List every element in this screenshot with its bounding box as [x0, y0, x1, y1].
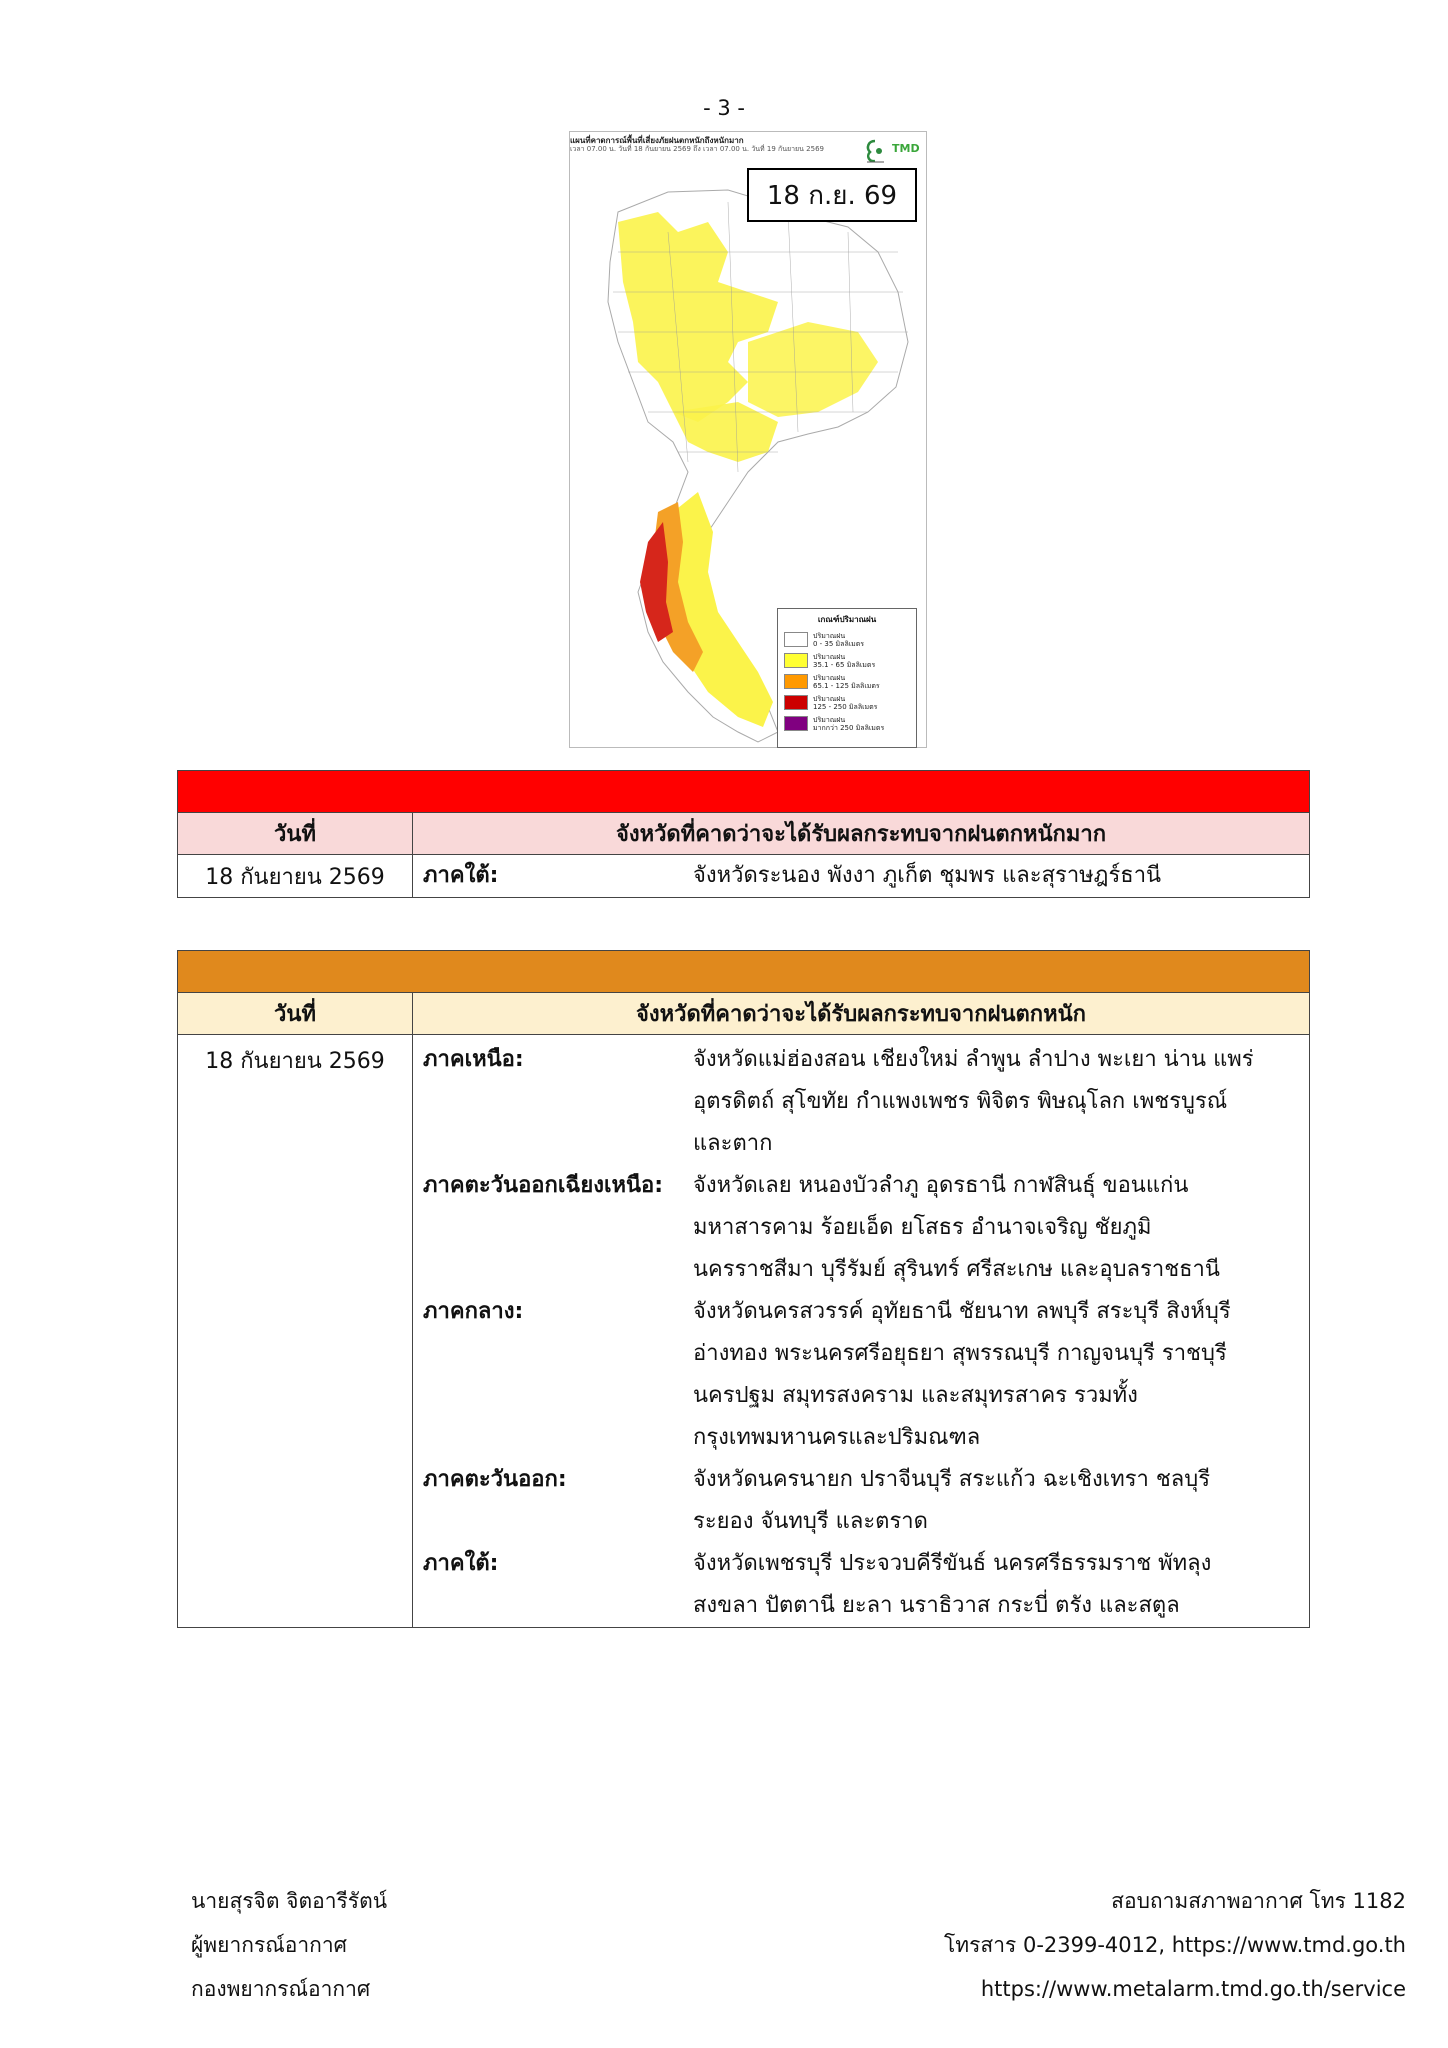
- page-number: - 3 -: [703, 96, 745, 120]
- legend-swatch: [784, 695, 808, 710]
- region-provinces: [693, 1459, 1299, 1543]
- forecaster-position: ผู้พยากรณ์อากาศ: [191, 1933, 347, 1957]
- rain-legend: [777, 608, 917, 748]
- rain-risk-map-figure: [569, 131, 927, 748]
- province-line: อุตรดิตถ์ สุโขทัย กำแพงเพชร พิจิตร พิษณุโลก เพชรบูรณ์: [693, 1089, 1228, 1114]
- legend-item: [778, 692, 916, 713]
- province-line: นครราชสีมา บุรีรัมย์ สุรินทร์ ศรีสะเกษ และอุบลราชธานี: [693, 1257, 1220, 1282]
- province-line: จังหวัดแม่ฮ่องสอน เชียงใหม่ ลำพูน ลำปาง พะเยา น่าน แพร่: [693, 1047, 1254, 1072]
- forecaster-signature: [191, 1879, 387, 2011]
- contact-fax-website: โทรสาร 0-2399-4012, https://www.tmd.go.th: [944, 1933, 1406, 1957]
- province-line: จังหวัดเลย หนองบัวลำภู อุดรธานี กาฬสินธุ์ ขอนแก่น: [693, 1173, 1189, 1198]
- legend-item: [778, 629, 916, 650]
- province-line: อ่างทอง พระนครศรีอยุธยา สุพรรณบุรี กาญจนบุรี ราชบุรี: [693, 1341, 1227, 1366]
- region-provinces: [693, 1165, 1299, 1291]
- legend-title: เกณฑ์ปริมาณฝน: [817, 615, 877, 624]
- very-heavy-rain-table: [177, 770, 1310, 898]
- contact-phone: สอบถามสภาพอากาศ โทร 1182: [1111, 1889, 1406, 1913]
- legend-range: 65.1 - 125 มิลลิเมตร: [813, 681, 880, 690]
- col-date-header: วันที่: [178, 993, 413, 1035]
- legend-range: 125 - 250 มิลลิเมตร: [813, 702, 878, 711]
- region-name: ภาคเหนือ:: [423, 1047, 524, 1072]
- province-line: จังหวัดนครสวรรค์ อุทัยธานี ชัยนาท ลพบุรี สระบุรี สิงห์บุรี: [693, 1299, 1231, 1324]
- map-title: แผนที่คาดการณ์พื้นที่เสี่ยงภัยฝนตกหนักถึงหนักมาก: [570, 136, 744, 145]
- map-subtitle: เวลา 07.00 น. วันที่ 18 กันยายน 2569 ถึง เวลา 07.00 น. วันที่ 19 กันยายน 2569: [570, 145, 824, 153]
- province-line: จังหวัดระนอง พังงา ภูเก็ต ชุมพร และสุราษฎร์ธานี: [693, 863, 1162, 888]
- legend-range: มากกว่า 250 มิลลิเมตร: [813, 723, 885, 732]
- legend-label: ปริมาณฝน: [813, 652, 846, 661]
- region-name: ภาคใต้:: [423, 863, 499, 888]
- legend-range: 0 - 35 มิลลิเมตร: [813, 639, 865, 648]
- contact-info: [944, 1879, 1406, 2011]
- forecast-date: 18 กันยายน 2569: [178, 855, 413, 898]
- legend-swatch: [784, 632, 808, 647]
- region-name: ภาคตะวันออก:: [423, 1467, 567, 1492]
- regions-cell: [413, 855, 1310, 898]
- province-line: จังหวัดเพชรบุรี ประจวบคีรีขันธ์ นครศรีธรรมราช พัทลุง: [693, 1551, 1212, 1576]
- province-line: สงขลา ปัตตานี ยะลา นราธิวาส กระบี่ ตรัง และสตูล: [693, 1593, 1180, 1618]
- col-provinces-header: จังหวัดที่คาดว่าจะได้รับผลกระทบจากฝนตกหนักมาก: [413, 813, 1310, 855]
- province-line: กรุงเทพมหานครและปริมณฑล: [693, 1425, 981, 1450]
- legend-item: [778, 713, 916, 734]
- legend-label: ปริมาณฝน: [813, 715, 846, 724]
- regions-cell: [413, 1035, 1310, 1628]
- heavy-rain-table: [177, 950, 1310, 1628]
- very-heavy-color-bar: [178, 771, 1310, 813]
- region-provinces: [693, 855, 1299, 897]
- contact-service-url: https://www.metalarm.tmd.go.th/service: [980, 1977, 1406, 2001]
- region-name: ภาคตะวันออกเฉียงเหนือ:: [423, 1173, 664, 1198]
- legend-label: ปริมาณฝน: [813, 694, 846, 703]
- heavy-color-bar: [178, 951, 1310, 993]
- tmd-logo: TMD: [892, 142, 920, 155]
- region-provinces: [693, 1291, 1299, 1459]
- province-line: นครปฐม สมุทรสงคราม และสมุทรสาคร รวมทั้ง: [693, 1383, 1138, 1408]
- province-line: มหาสารคาม ร้อยเอ็ด ยโสธร อำนาจเจริญ ชัยภูมิ: [693, 1215, 1152, 1240]
- legend-label: ปริมาณฝน: [813, 673, 846, 682]
- legend-item: [778, 650, 916, 671]
- region-name: ภาคกลาง:: [423, 1299, 524, 1324]
- province-line: ระยอง จันทบุรี และตราด: [693, 1509, 928, 1534]
- legend-range: 35.1 - 65 มิลลิเมตร: [813, 660, 876, 669]
- legend-label: ปริมาณฝน: [813, 631, 846, 640]
- province-line: จังหวัดนครนายก ปราจีนบุรี สระแก้ว ฉะเชิงเทรา ชลบุรี: [693, 1467, 1211, 1492]
- forecaster-name: นายสุรจิต จิตอารีรัตน์: [191, 1889, 388, 1913]
- region-provinces: [693, 1543, 1299, 1627]
- legend-item: [778, 671, 916, 692]
- region-provinces: [693, 1039, 1299, 1165]
- map-date-label: 18 ก.ย. 69: [747, 168, 917, 222]
- forecaster-division: กองพยากรณ์อากาศ: [191, 1977, 371, 2001]
- col-date-header: วันที่: [178, 813, 413, 855]
- legend-swatch: [784, 716, 808, 731]
- col-provinces-header: จังหวัดที่คาดว่าจะได้รับผลกระทบจากฝนตกหนัก: [413, 993, 1310, 1035]
- department-logo-icon: [862, 138, 888, 164]
- region-name: ภาคใต้:: [423, 1551, 499, 1576]
- legend-swatch: [784, 674, 808, 689]
- province-line: และตาก: [693, 1131, 773, 1156]
- legend-swatch: [784, 653, 808, 668]
- forecast-date: 18 กันยายน 2569: [178, 1035, 413, 1628]
- map-header: [570, 136, 840, 154]
